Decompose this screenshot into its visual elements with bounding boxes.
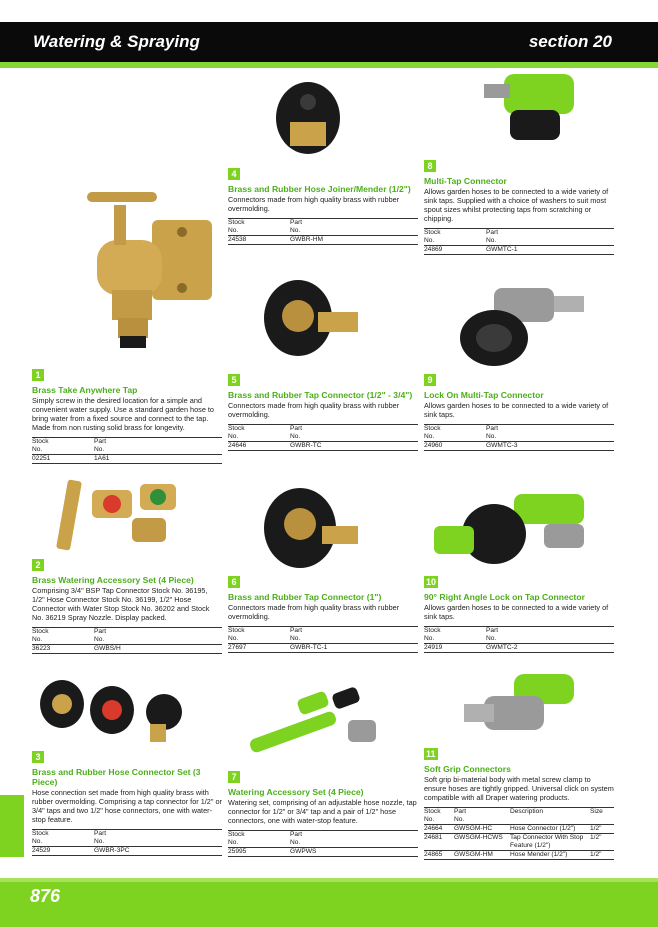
right-angle-connector-image (424, 484, 614, 572)
stock-header: Stock No. (228, 425, 290, 442)
stock-table (424, 228, 614, 255)
product-number: 7 (228, 771, 240, 783)
stock-no: 24919 (424, 644, 486, 653)
multi-tap-connector-image (424, 70, 614, 156)
product-10 (424, 484, 614, 653)
product-title: Multi-Tap Connector (424, 176, 507, 186)
stock-no: 24960 (424, 442, 486, 451)
stock-header: Stock No. (228, 831, 290, 848)
stock-no: 02251 (32, 455, 94, 464)
product-number: 1 (32, 369, 44, 381)
tap-connector-one-inch-image (228, 488, 418, 572)
side-tab (0, 795, 24, 857)
product-11 (424, 670, 614, 860)
description-header: Description (510, 808, 590, 825)
part-header: Part No. (290, 219, 418, 236)
stock-table (424, 424, 614, 451)
product-description: Allows garden hoses to be connected to a wide variety of sink taps. (424, 401, 609, 419)
stock-table (228, 830, 418, 857)
product-title: Brass Watering Accessory Set (4 Piece) (32, 575, 194, 585)
product-5 (228, 278, 418, 451)
product-description: Simply screw in the desired location for a simple and convenient water supply. Use a standard garden hose to bring water from a fixed source and connect to the tap. Made from non rusting solid brass for longevity. (32, 396, 214, 432)
part-no: GWMTC-1 (486, 246, 614, 255)
stock-table (228, 424, 418, 451)
page-footer (0, 882, 658, 927)
stock-no: 24681 (424, 834, 454, 851)
product-6 (228, 488, 418, 653)
product-number: 6 (228, 576, 240, 588)
stock-header: Stock No. (424, 425, 486, 442)
stock-header: Stock No. (228, 219, 290, 236)
stock-no: 36223 (32, 645, 94, 654)
page-number: 876 (30, 886, 61, 906)
tap-connector-half-image (228, 278, 418, 370)
part-header: Part No. (290, 425, 418, 442)
part-no: GWBR-TC (290, 442, 418, 451)
product-description: Connectors made from high quality brass with rubber overmolding. (228, 401, 400, 419)
stock-table (424, 626, 614, 653)
part-header: Part No. (290, 831, 418, 848)
stock-no: 25995 (228, 848, 290, 857)
header-stripe (0, 62, 658, 68)
stock-header: Stock No. (424, 627, 486, 644)
part-header: Part No. (454, 808, 510, 825)
product-title: Soft Grip Connectors (424, 764, 511, 774)
lock-on-multi-tap-image (424, 282, 614, 370)
product-number: 3 (32, 751, 44, 763)
product-title: 90° Right Angle Lock on Tap Connector (424, 592, 585, 602)
product-8 (424, 70, 614, 255)
stock-no: 27697 (228, 644, 290, 653)
product-title: Lock On Multi-Tap Connector (424, 390, 544, 400)
stock-table (32, 437, 222, 464)
product-description: Connectors made from high quality brass with rubber overmolding. (228, 603, 400, 621)
item-description: Hose Mender (1/2") (510, 851, 590, 860)
stock-no: 24865 (424, 851, 454, 860)
product-2 (32, 470, 222, 654)
product-number: 4 (228, 168, 240, 180)
item-description: Tap Connector With Stop Feature (1/2") (510, 834, 590, 851)
product-3 (32, 672, 222, 856)
product-title: Brass and Rubber Hose Connector Set (3 Piece) (32, 767, 201, 787)
product-description: Allows garden hoses to be connected to a wide variety of sink taps. (424, 603, 609, 621)
part-header: Part No. (486, 425, 614, 442)
product-number: 2 (32, 559, 44, 571)
part-header: Part No. (94, 830, 222, 847)
stock-table (424, 807, 614, 860)
part-no: GWPWS (290, 848, 418, 857)
product-title: Brass and Rubber Tap Connector (1/2" - 3/4") (228, 390, 413, 400)
stock-no: 24869 (424, 246, 486, 255)
product-title: Brass Take Anywhere Tap (32, 385, 138, 395)
part-no: GWBR-TC-1 (290, 644, 418, 653)
product-number: 9 (424, 374, 436, 386)
stock-no: 24529 (32, 847, 94, 856)
item-size: 1/2" (590, 825, 614, 834)
hose-joiner-image (228, 78, 418, 164)
stock-header: Stock No. (32, 438, 94, 455)
product-9 (424, 282, 614, 451)
product-title: Brass and Rubber Tap Connector (1") (228, 592, 382, 602)
product-title: Watering Accessory Set (4 Piece) (228, 787, 364, 797)
part-no: GWBR-3PC (94, 847, 222, 856)
watering-set-image (228, 675, 418, 767)
stock-header: Stock No. (228, 627, 290, 644)
part-no: GWBS/H (94, 645, 222, 654)
page-title: Watering & Spraying (33, 32, 200, 51)
product-description: Allows garden hoses to be connected to a wide variety of sink taps. Supplied with a choice of washers to suit most spout sizes whilst protecting taps from scratching or chipping. (424, 187, 609, 223)
hose-connector-set-image (32, 672, 222, 747)
part-no: GWBR-HM (290, 236, 418, 245)
stock-header: Stock No. (32, 830, 94, 847)
stock-table (32, 829, 222, 856)
part-header: Part No. (290, 627, 418, 644)
part-header: Part No. (486, 627, 614, 644)
product-number: 5 (228, 374, 240, 386)
product-number: 8 (424, 160, 436, 172)
stock-table (228, 218, 418, 245)
product-description: Hose connection set made from high quality brass with rubber overmolding. Comprising a tap connector for 1/2" or 3/4" taps and two 1/2" hose connectors, one with water-stop feature. (32, 788, 222, 824)
brass-accessory-set-image (32, 470, 222, 555)
product-number: 10 (426, 577, 437, 587)
product-description: Comprising 3/4" BSP Tap Connector Stock No. 36195, 1/2" Hose Connector Stock No. 36199, 1/2" Hose Connector with Water Stop Stock No. 36202 and Stock No. 36219 Spray Nozzle. Display packed. (32, 586, 210, 622)
part-header: Part No. (94, 628, 222, 645)
item-description: Hose Connector (1/2") (510, 825, 590, 834)
stock-header: Stock No. (424, 229, 486, 246)
product-7 (228, 675, 418, 857)
stock-no: 24538 (228, 236, 290, 245)
part-no: GWMTC-3 (486, 442, 614, 451)
item-size: 1/2" (590, 834, 614, 851)
stock-header: Stock No. (424, 808, 454, 825)
soft-grip-connectors-image (424, 670, 614, 744)
brass-tap-image (32, 170, 222, 365)
part-header: Part No. (486, 229, 614, 246)
part-no: GWSGM-HC (454, 825, 510, 834)
stock-table (32, 627, 222, 654)
stock-no: 24646 (228, 442, 290, 451)
product-title: Brass and Rubber Hose Joiner/Mender (1/2") (228, 184, 411, 194)
product-4 (228, 78, 418, 245)
part-no: GWSGM-HM (454, 851, 510, 860)
product-description: Connectors made from high quality brass with rubber overmolding. (228, 195, 400, 213)
item-size: 1/2" (590, 851, 614, 860)
product-description: Watering set, comprising of an adjustable hose nozzle, tap connector for 1/2" or 3/4" tap and a pair of 1/2" hose connectors, one with water-stop feature. (228, 798, 417, 825)
section-label: section 20 (528, 32, 612, 51)
stock-table (228, 626, 418, 653)
part-no: GWSGM-HCWS (454, 834, 510, 851)
stock-header: Stock No. (32, 628, 94, 645)
part-no: 1A61 (94, 455, 222, 464)
product-number: 11 (426, 749, 436, 759)
part-no: GWMTC-2 (486, 644, 614, 653)
product-description: Soft grip bi-material body with metal screw clamp to ensure hoses are tightly gripped. Universal click on system compatible with all Draper watering products. (424, 775, 614, 802)
size-header: Size (590, 808, 614, 825)
part-header: Part No. (94, 438, 222, 455)
product-1 (32, 170, 222, 464)
stock-no: 24664 (424, 825, 454, 834)
